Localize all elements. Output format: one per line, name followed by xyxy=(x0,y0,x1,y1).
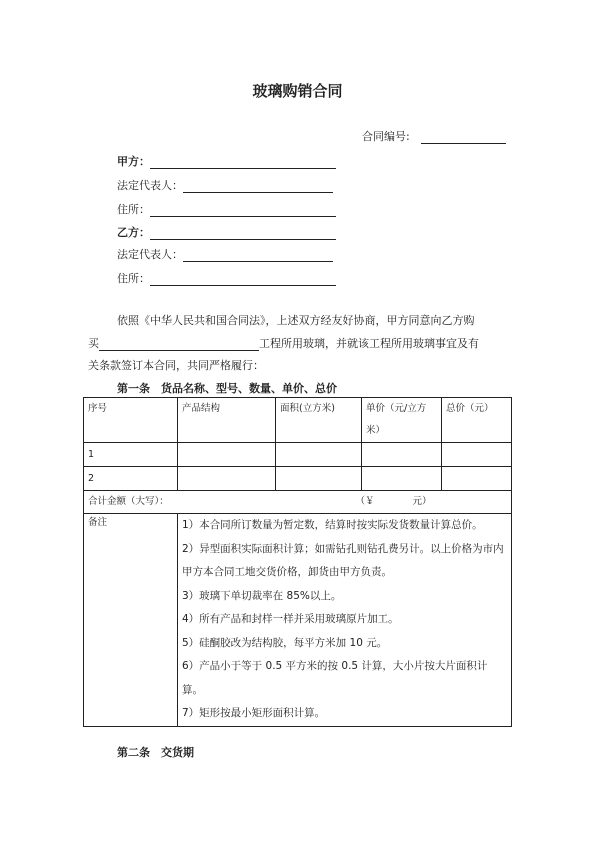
intro-line-3: 关条款签订本合同，共同严格履行： xyxy=(88,359,264,372)
party-b xyxy=(117,224,336,240)
party-b-field[interactable] xyxy=(150,227,336,240)
address-b-field[interactable] xyxy=(150,273,336,286)
contract-number-field[interactable] xyxy=(421,131,506,144)
header-unit-price: 单价（元/立方米） xyxy=(362,398,442,443)
notes-label: 备注 xyxy=(84,514,178,727)
total-cell[interactable] xyxy=(84,491,512,514)
address-a-label: 住所： xyxy=(117,203,150,216)
legal-rep-a xyxy=(117,177,333,193)
party-a-field[interactable] xyxy=(150,156,336,169)
intro-line-2 xyxy=(88,335,479,351)
row-product-cell[interactable] xyxy=(178,467,276,491)
note-item: 1）本合同所订数量为暂定数，结算时按实际发货数量计算总价。 xyxy=(182,519,483,531)
legal-rep-a-label: 法定代表人： xyxy=(117,179,183,192)
intro-line-2-prefix: 买 xyxy=(88,337,99,350)
row-area-cell[interactable] xyxy=(276,467,362,491)
address-b-label: 住所： xyxy=(117,272,150,285)
total-row xyxy=(84,491,512,514)
project-name-field[interactable] xyxy=(99,338,259,351)
total-amount: （￥ 元） xyxy=(355,496,432,507)
goods-table xyxy=(83,397,512,727)
intro-line-1: 依照《中华人民共和国合同法》，上述双方经友好协商，甲方同意向乙方购 xyxy=(117,314,475,327)
party-a xyxy=(117,153,336,169)
table-row xyxy=(84,443,512,467)
header-product: 产品结构 xyxy=(178,398,276,443)
row-unit-price-cell[interactable] xyxy=(362,443,442,467)
table-header-row xyxy=(84,398,512,443)
legal-rep-b-label: 法定代表人： xyxy=(117,248,183,261)
address-a xyxy=(117,201,336,217)
intro-line-2-suffix: 工程所用玻璃，并就该工程所用玻璃事宜及有 xyxy=(259,337,479,350)
total-label: 合计金额（大写）： xyxy=(88,496,169,507)
header-total-price: 总价（元） xyxy=(442,398,512,443)
header-area: 面积(立方米) xyxy=(276,398,362,443)
article-2-heading: 第二条 交货期 xyxy=(117,746,194,759)
note-item: 6）产品小于等于 0.5 平方米的按 0.5 计算，大小片按大片面积计算。 xyxy=(182,660,488,696)
legal-rep-b-field[interactable] xyxy=(183,249,333,262)
article-1-heading: 第一条 货品名称、型号、数量、单价、总价 xyxy=(117,382,337,395)
note-item: 4）所有产品和封样一样并采用玻璃原片加工。 xyxy=(182,613,399,625)
legal-rep-a-field[interactable] xyxy=(183,180,333,193)
header-seq: 序号 xyxy=(84,398,178,443)
row-unit-price-cell[interactable] xyxy=(362,467,442,491)
contract-number xyxy=(362,128,506,144)
note-item: 2）异型面积实际面积计算；如需钻孔则钻孔费另计。以上价格为市内甲方本合同工地交货价格，卸货由甲方负责。 xyxy=(182,542,504,578)
notes-row xyxy=(84,514,512,727)
party-a-label: 甲方： xyxy=(117,155,150,168)
legal-rep-b xyxy=(117,246,333,262)
party-b-label: 乙方： xyxy=(117,226,150,239)
row-seq: 2 xyxy=(84,467,178,491)
table-row xyxy=(84,467,512,491)
row-seq: 1 xyxy=(84,443,178,467)
row-total-cell[interactable] xyxy=(442,467,512,491)
note-item: 3）玻璃下单切裁率在 85%以上。 xyxy=(182,589,342,602)
note-item: 5）硅酮胶改为结构胶，每平方米加 10 元。 xyxy=(182,636,388,649)
address-a-field[interactable] xyxy=(150,204,336,217)
row-product-cell[interactable] xyxy=(178,443,276,467)
row-area-cell[interactable] xyxy=(276,443,362,467)
notes-content xyxy=(178,514,512,727)
address-b xyxy=(117,270,336,286)
document-title: 玻璃购销合同 xyxy=(252,82,343,100)
contract-number-label: 合同编号: xyxy=(362,130,410,143)
row-total-cell[interactable] xyxy=(442,443,512,467)
note-item: 7）矩形按最小矩形面积计算。 xyxy=(182,707,326,719)
